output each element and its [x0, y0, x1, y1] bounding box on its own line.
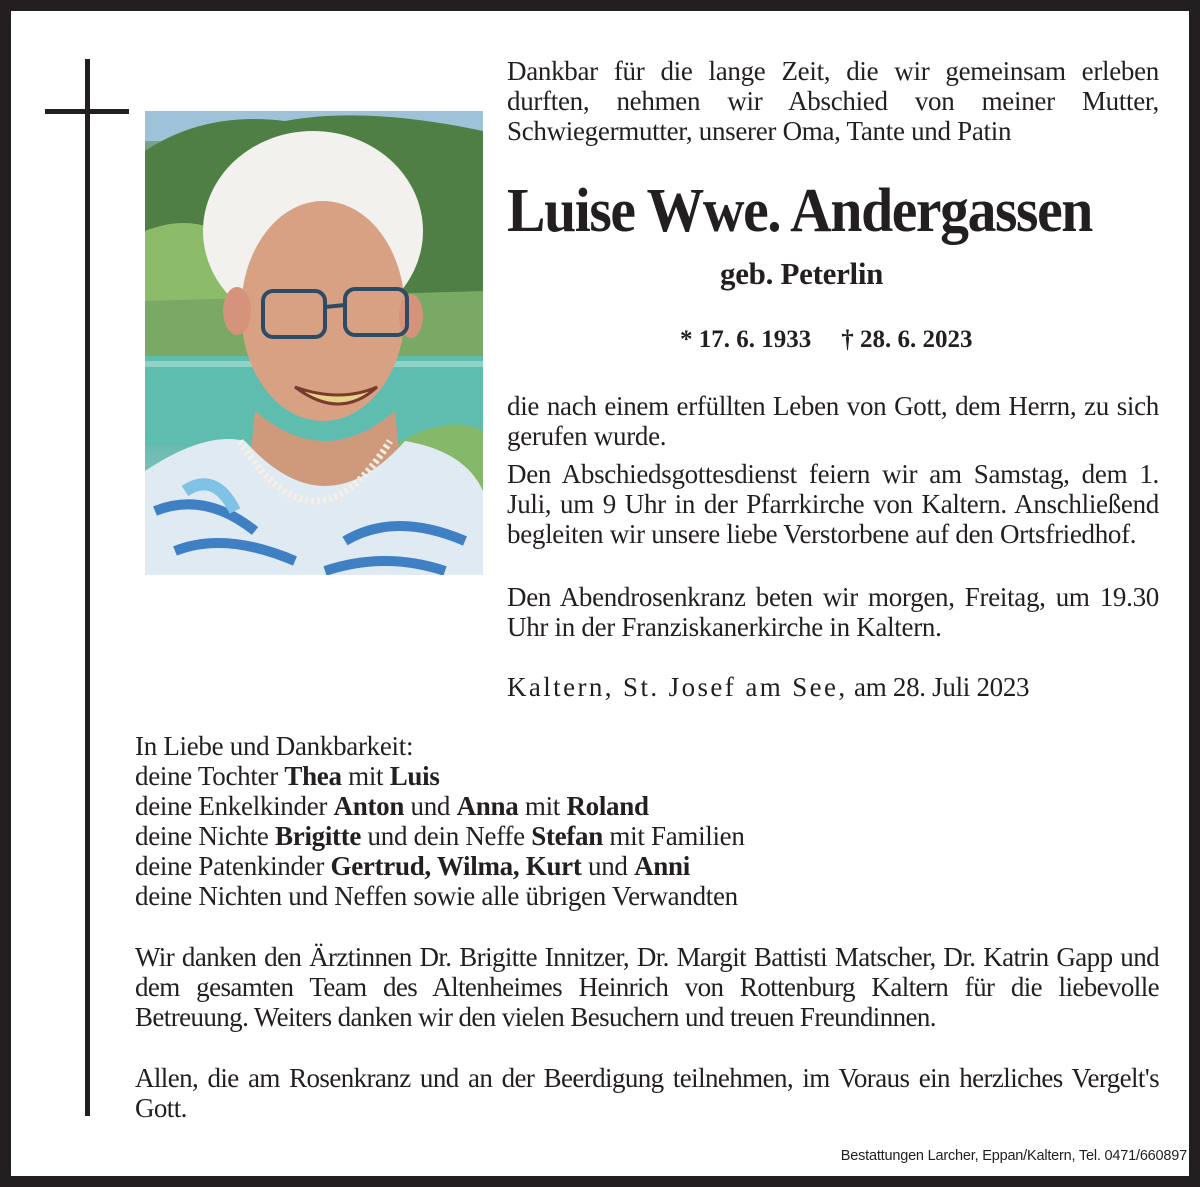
mourner-relation: deine Enkelkinder — [135, 791, 334, 821]
life-dates — [680, 325, 973, 355]
rosary-paragraph: Den Abendrosenkranz beten wir morgen, Freitag, um 19.30 Uhr in der Franziskanerkirche in Kaltern. — [507, 582, 1159, 642]
mourner-relation: deine Tochter — [135, 761, 285, 791]
mourner-name: Anni — [634, 851, 690, 881]
mourner-name: Stefan — [531, 821, 603, 851]
called-home-paragraph: die nach einem erfüllten Leben von Gott, dem Herrn, zu sich gerufen wurde. — [507, 391, 1159, 451]
mourner-relation: mit — [518, 791, 567, 821]
mourner-relation: deine Patenkinder — [135, 851, 331, 881]
mourner-name: Luis — [389, 761, 440, 791]
notice-date: am 28. Juli 2023 — [847, 672, 1030, 702]
closing-thanks-paragraph: Allen, die am Rosenkranz und an der Beerdigung teilnehmen, im Voraus ein herzliches Vergelt's Gott. — [135, 1063, 1159, 1123]
mourner-line — [135, 851, 855, 881]
mourner-line — [135, 821, 855, 851]
mourner-name: Roland — [566, 791, 649, 821]
mourner-relation: mit — [341, 761, 390, 791]
cross-icon-vertical-bar — [85, 59, 90, 1116]
mourner-name: Brigitte — [275, 821, 362, 851]
mourner-name: Thea — [284, 761, 342, 791]
mourners-heading: In Liebe und Dankbarkeit: — [135, 731, 414, 761]
mourner-relation: deine Nichte — [135, 821, 276, 851]
mourner-line — [135, 791, 855, 821]
maiden-name: geb. Peterlin — [720, 256, 884, 291]
portrait-illustration-icon — [145, 111, 483, 575]
mourner-relation: deine Nichten und Neffen sowie alle übrigen Verwandten — [135, 881, 738, 911]
mourners-list — [135, 731, 855, 911]
mourner-relation: und dein Neffe — [361, 821, 532, 851]
deceased-name: Luise Wwe. Andergassen — [507, 177, 1092, 245]
mourner-name: Anna — [456, 791, 519, 821]
mourner-relation: und — [581, 851, 635, 881]
mourner-name: Anton — [333, 791, 405, 821]
place-name: Kaltern, St. Josef am See, — [507, 672, 848, 702]
birth-date: * 17. 6. 1933 — [680, 326, 812, 353]
cross-icon-horizontal-bar — [45, 109, 129, 114]
mourner-relation: und — [404, 791, 457, 821]
mourner-relation: mit Familien — [602, 821, 745, 851]
mourner-name: Gertrud, Wilma, Kurt — [330, 851, 582, 881]
intro-text: Dankbar für die lange Zeit, die wir gemeinsam erleben durften, nehmen wir Abschied von meiner Mutter, Schwiegermutter, unserer Oma, Tante und Patin — [507, 56, 1159, 146]
place-and-date — [507, 672, 1029, 702]
portrait-photo — [145, 111, 483, 575]
death-date: † 28. 6. 2023 — [841, 326, 973, 353]
thanks-paragraph: Wir danken den Ärztinnen Dr. Brigitte Innitzer, Dr. Margit Battisti Matscher, Dr. Katrin Gapp und dem gesamten Team des Altenheimes Heinrich von Rottenburg Kaltern für die liebevolle Betreuung. Weiters danken wir den vielen Besuchern und treuen Freundinnen. — [135, 942, 1159, 1032]
funeral-home-contact: Bestattungen Larcher, Eppan/Kaltern, Tel. 0471/660897 — [840, 1148, 1187, 1164]
mourner-line — [135, 761, 855, 791]
funeral-service-paragraph: Den Abschiedsgottesdienst feiern wir am Samstag, dem 1. Juli, um 9 Uhr in der Pfarrkirche von Kaltern. Anschließend begleiten wir unsere liebe Verstorbene auf den Ortsfriedhof. — [507, 459, 1159, 549]
mourner-line — [135, 881, 855, 911]
